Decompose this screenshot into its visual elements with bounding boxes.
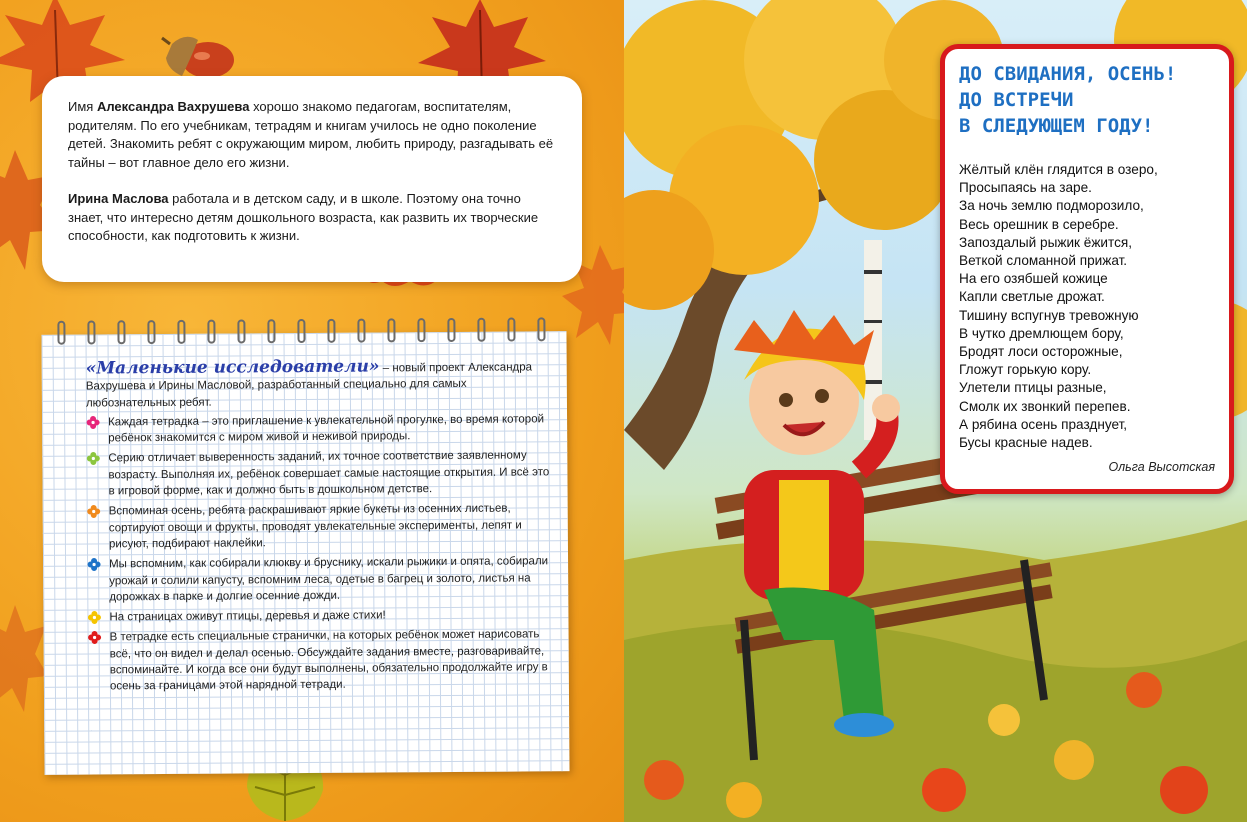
spiral-ring-icon bbox=[87, 320, 95, 344]
project-feature-text: В тетрадке есть специальные странички, на которых ребёнок может нарисовать всё, что он видел и делал осенью. Обсуждайте задания вместе, разговаривайте, вспоминайте. И когда все они будут выполнены, обязательно продолжайте игру в осень за границами этой нарядной тетради. bbox=[109, 628, 548, 693]
project-feature-text: Вспоминая осень, ребята раскрашивают яркие букеты из осенних листьев, сортируют овощи и фрукты, проводят увлекательные эксперименты, лепят и рисуют, подбирают наклейки. bbox=[108, 502, 522, 551]
project-title: «Маленькие исследователи» bbox=[85, 356, 380, 379]
spiral-ring-icon bbox=[447, 318, 455, 342]
spiral-ring-icon bbox=[237, 319, 245, 343]
spiral-ring-icon bbox=[357, 319, 365, 343]
spiral-ring-icon bbox=[327, 319, 335, 343]
poem-card bbox=[940, 44, 1234, 494]
poem-line: Запоздалый рыжик ёжится, bbox=[959, 234, 1133, 250]
project-intro bbox=[86, 357, 556, 411]
intro-paragraph-vakhrushev bbox=[68, 98, 556, 172]
poem-line: Бродят лоси осторожные, bbox=[959, 344, 1123, 360]
poem-line: Жёлтый клён глядится в озеро, bbox=[959, 162, 1158, 177]
intro-text-vakhrushev: хорошо знакомо педагогам, воспитателям, родителям. По его учебникам, тетрадям и книгам училось не одно поколение детей. Знакомить ребят с окружающим миром, любить природу, разгадывать её тайны – вот главное дело его жизни. bbox=[68, 99, 554, 170]
poem-title-line: ДО ВСТРЕЧИ bbox=[959, 89, 1074, 111]
poem-line: Бусы красные надев. bbox=[959, 435, 1093, 451]
poem-line: Просыпаясь на заре. bbox=[959, 180, 1092, 196]
poem-line: Веткой сломанной прижат. bbox=[959, 253, 1128, 269]
project-feature-item bbox=[86, 411, 556, 447]
spiral-ring-icon bbox=[267, 319, 275, 343]
notebook-text bbox=[86, 357, 558, 699]
flower-bullet-icon bbox=[88, 631, 102, 645]
project-feature-text: Серию отличает выверенность заданий, их точное соответствие заявленному возрасту. Выполняя их, ребёнок совершает самые настоящие открытия. И всё это в игровой форме, как и должно быть в дошкольном детстве. bbox=[108, 449, 550, 498]
spiral-ring-icon bbox=[417, 318, 425, 342]
poem-line: В чутко дремлющем бору, bbox=[959, 325, 1124, 341]
poem-title bbox=[959, 61, 1215, 139]
project-feature-item bbox=[87, 501, 557, 553]
project-feature-text: На страницах оживут птицы, деревья и даже стихи! bbox=[109, 609, 386, 624]
poem-line: Весь орешник в серебре. bbox=[959, 216, 1119, 232]
project-feature-item bbox=[88, 627, 558, 695]
poem-line: А рябина осень празднует, bbox=[959, 416, 1128, 432]
project-feature-text: Каждая тетрадка – это приглашение к увлекательной прогулке, во время которой ребёнок знакомится с миром живой и неживой природы. bbox=[108, 413, 545, 445]
poem-line: За ночь землю подморозило, bbox=[959, 198, 1144, 214]
poem-line: Капли светлые дрожат. bbox=[959, 289, 1105, 305]
project-feature-item bbox=[86, 448, 556, 500]
intro-text-maslova: работала и в детском саду, и в школе. Поэтому она точно знает, что интересно детям дошкольного возраста, как развить их творческие способности, как подготовить к жизни. bbox=[68, 191, 539, 243]
spiral-ring-icon bbox=[297, 319, 305, 343]
poem-title-line: ДО СВИДАНИЯ, ОСЕНЬ! bbox=[959, 63, 1177, 85]
spiral-ring-icon bbox=[537, 317, 545, 341]
project-feature-list bbox=[86, 411, 558, 695]
spiral-ring-icon bbox=[477, 318, 485, 342]
spiral-ring-icon bbox=[117, 320, 125, 344]
poem-verses bbox=[959, 161, 1215, 452]
project-feature-item bbox=[87, 554, 557, 606]
flower-bullet-icon bbox=[87, 558, 101, 572]
poem-line: Тишину вспугнув тревожную bbox=[959, 307, 1139, 323]
flower-bullet-icon bbox=[87, 505, 101, 519]
poem-line: Смолк их звонкий перепев. bbox=[959, 398, 1131, 414]
right-page-illustration bbox=[624, 0, 1247, 822]
flower-bullet-icon bbox=[86, 415, 100, 429]
spiral-ring-icon bbox=[57, 321, 65, 345]
poem-line: На его озябшей кожице bbox=[959, 271, 1108, 287]
notebook-sheet bbox=[41, 331, 569, 775]
spiral-ring-icon bbox=[387, 318, 395, 342]
authors-intro-card bbox=[42, 76, 582, 282]
author-name-maslova: Ирина Маслова bbox=[68, 191, 169, 206]
project-description: – новый проект Александра Вахрушева и Ирины Масловой, разработанный специально для самых любознательных ребят. bbox=[85, 361, 533, 410]
spiral-ring-icon bbox=[507, 318, 515, 342]
author-name-vakhrushev: Александра Вахрушева bbox=[96, 99, 250, 114]
spiral-ring-icon bbox=[147, 320, 155, 344]
spiral-ring-icon bbox=[207, 320, 215, 344]
poem-author: Ольга Высотская bbox=[1108, 460, 1215, 475]
intro-paragraph-maslova bbox=[68, 190, 556, 246]
intro-prefix: Имя bbox=[68, 99, 97, 114]
project-feature-text: Мы вспомним, как собирали клюкву и бруснику, искали рыжики и опята, собирали урожай и солили капусту, вспомним леса, одетые в багрец и золото, листья на дорожках в парке и долгие осенние дожди. bbox=[109, 555, 549, 604]
project-feature-item bbox=[87, 606, 557, 626]
spiral-ring-icon bbox=[177, 320, 185, 344]
flower-bullet-icon bbox=[86, 452, 100, 466]
poem-line: Улетели птицы разные, bbox=[959, 380, 1107, 396]
flower-bullet-icon bbox=[87, 611, 101, 625]
poem-title-line: В СЛЕДУЮЩЕМ ГОДУ! bbox=[959, 115, 1154, 137]
poem-line: Гложут горькую кору. bbox=[959, 362, 1092, 378]
